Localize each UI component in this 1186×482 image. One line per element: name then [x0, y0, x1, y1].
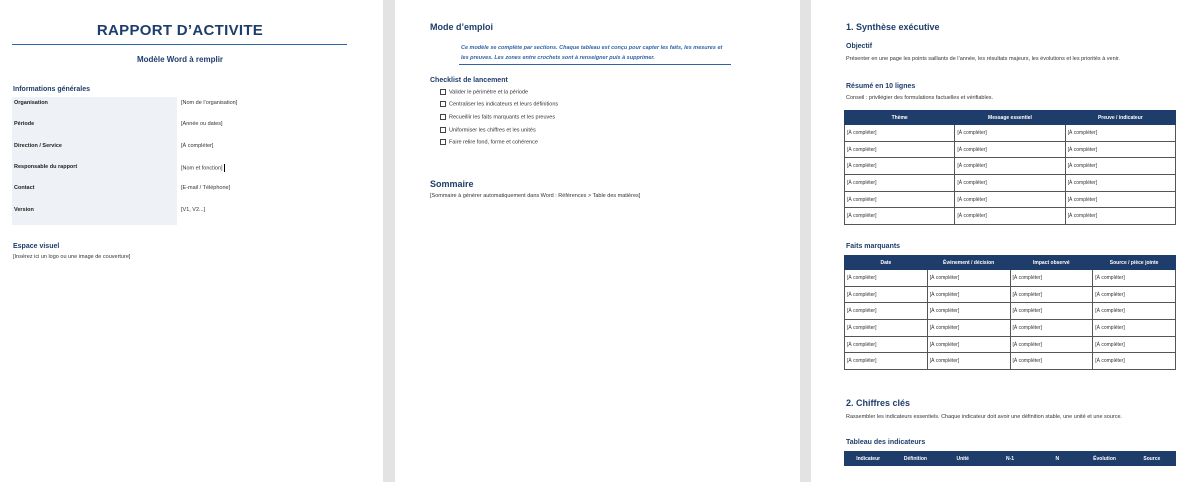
table-row	[845, 208, 1176, 225]
section2-heading: 2. Chiffres clés	[846, 398, 911, 408]
section2-text: Rassembler les indicateurs essentiels. Chaque indicateur doit avoir une définition stable, une unité et une source.	[846, 414, 1123, 420]
info-label-responsable: Responsable du rapport	[14, 164, 78, 170]
visual-placeholder[interactable]: [Insérez ici un logo ou une image de couverture]	[13, 254, 131, 260]
checklist-item[interactable]	[440, 89, 528, 95]
table-row	[845, 125, 1176, 142]
checklist-item-label: Recueillir les faits marquants et les preuves	[449, 114, 556, 121]
section1-heading: 1. Synthèse exécutive	[846, 22, 940, 32]
table-cell[interactable]: [À compléter]	[845, 125, 955, 142]
table-cell[interactable]: [À compléter]	[1093, 286, 1176, 303]
note-underline	[459, 64, 731, 65]
table-row	[845, 303, 1176, 320]
faits-table	[844, 255, 1176, 370]
table-cell[interactable]: [À compléter]	[1065, 158, 1175, 175]
table-cell[interactable]: [À compléter]	[845, 270, 928, 287]
checklist-item[interactable]	[440, 114, 555, 120]
table-cell[interactable]: [À compléter]	[1065, 175, 1175, 192]
document-page-1	[0, 0, 383, 482]
table-cell[interactable]: [À compléter]	[1065, 191, 1175, 208]
column-header: Preuve / indicateur	[1065, 111, 1175, 125]
info-value-periode[interactable]: [Année ou dates]	[181, 121, 223, 127]
column-header: Thème	[845, 111, 955, 125]
table-cell[interactable]: [À compléter]	[1065, 125, 1175, 142]
info-value-direction[interactable]: [À compléter]	[181, 143, 214, 149]
table-row	[845, 158, 1176, 175]
checklist-item-label: Uniformiser les chiffres et les unités	[449, 127, 536, 134]
faits-heading: Faits marquants	[846, 243, 901, 250]
column-header: Message essentiel	[955, 111, 1065, 125]
table-cell[interactable]: [À compléter]	[1093, 270, 1176, 287]
checklist-item[interactable]	[440, 139, 538, 145]
info-value-version[interactable]: [V1, V2...]	[181, 207, 206, 213]
document-subtitle: Modèle Word à remplir	[136, 55, 224, 64]
visual-heading: Espace visuel	[13, 243, 60, 250]
info-value-organisation[interactable]: [Nom de l’organisation]	[181, 100, 238, 106]
info-label-contact: Contact	[14, 185, 35, 191]
table-cell[interactable]: [À compléter]	[845, 286, 928, 303]
document-title: RAPPORT D’ACTIVITE	[96, 22, 264, 39]
checklist-heading: Checklist de lancement	[430, 77, 508, 84]
table-cell[interactable]: [À compléter]	[927, 320, 1010, 337]
table-row	[845, 320, 1176, 337]
table-cell[interactable]: [À compléter]	[927, 336, 1010, 353]
column-header: N	[1034, 452, 1081, 466]
indicateurs-heading: Tableau des indicateurs	[846, 439, 926, 446]
checkbox-icon[interactable]	[440, 127, 446, 133]
info-value-contact[interactable]: [E-mail / Téléphone]	[181, 185, 231, 191]
column-header: Indicateur	[845, 452, 892, 466]
table-cell[interactable]: [À compléter]	[845, 158, 955, 175]
checklist-item[interactable]	[440, 127, 536, 133]
title-underline	[12, 44, 347, 45]
table-cell[interactable]: [À compléter]	[955, 141, 1065, 158]
checklist-item-label: Valider le périmètre et la période	[449, 89, 529, 96]
sommaire-placeholder[interactable]: [Sommaire à générer automatiquement dans Word : Références > Table des matières]	[430, 193, 641, 199]
table-cell[interactable]: [À compléter]	[955, 191, 1065, 208]
table-cell[interactable]: [À compléter]	[1010, 303, 1093, 320]
sommaire-heading: Sommaire	[430, 179, 474, 189]
table-cell[interactable]: [À compléter]	[845, 353, 928, 370]
info-label-version: Version	[14, 207, 34, 213]
mode-note: Ce modèle se complète par sections. Chaque tableau est conçu pour capter les faits, les mesures et les preuves. Les zones entre crochets sont à renseigner puis à supprimer.	[461, 45, 723, 61]
resume-table	[844, 110, 1176, 225]
table-cell[interactable]: [À compléter]	[1010, 336, 1093, 353]
table-header-row	[845, 452, 1176, 466]
info-value-responsable[interactable]: [Nom et fonction]	[181, 165, 223, 172]
info-value-responsable-wrap[interactable]	[181, 164, 225, 172]
table-cell[interactable]: [À compléter]	[1010, 270, 1093, 287]
info-label-direction: Direction / Service	[14, 143, 62, 149]
resume-heading: Résumé en 10 lignes	[846, 83, 916, 90]
column-header: Source	[1128, 452, 1175, 466]
info-label-organisation: Organisation	[14, 100, 48, 106]
column-header: Évolution	[1081, 452, 1128, 466]
text-cursor	[224, 164, 225, 172]
table-header-row	[845, 256, 1176, 270]
objectif-text: Présenter en une page les points saillants de l’année, les résultats majeurs, les évolutions et les priorités à venir.	[846, 56, 1120, 62]
column-header: Impact observé	[1010, 256, 1093, 270]
checklist-item-label: Centraliser les indicateurs et leurs définitions	[449, 101, 559, 108]
table-cell[interactable]: [À compléter]	[1093, 353, 1176, 370]
checkbox-icon[interactable]	[440, 139, 446, 145]
table-row	[845, 191, 1176, 208]
table-cell[interactable]: [À compléter]	[1093, 336, 1176, 353]
table-cell[interactable]: [À compléter]	[927, 270, 1010, 287]
table-cell[interactable]: [À compléter]	[845, 303, 928, 320]
table-cell[interactable]: [À compléter]	[1093, 303, 1176, 320]
document-page-2	[395, 0, 800, 482]
indicateurs-table	[844, 451, 1176, 466]
table-cell[interactable]: [À compléter]	[1010, 320, 1093, 337]
table-header-row	[845, 111, 1176, 125]
mode-heading: Mode d’emploi	[430, 22, 493, 32]
info-heading: Informations générales	[13, 86, 91, 93]
checklist-item[interactable]	[440, 101, 558, 107]
table-row	[845, 336, 1176, 353]
table-cell[interactable]: [À compléter]	[1065, 141, 1175, 158]
column-header: Définition	[892, 452, 939, 466]
table-cell[interactable]: [À compléter]	[955, 158, 1065, 175]
document-page-3	[811, 0, 1186, 482]
table-cell[interactable]: [À compléter]	[927, 303, 1010, 320]
table-row	[845, 175, 1176, 192]
table-cell[interactable]: [À compléter]	[845, 141, 955, 158]
column-header: Événement / décision	[927, 256, 1010, 270]
table-cell[interactable]: [À compléter]	[845, 208, 955, 225]
checkbox-icon[interactable]	[440, 89, 446, 95]
table-cell[interactable]: [À compléter]	[955, 208, 1065, 225]
table-cell[interactable]: [À compléter]	[1010, 353, 1093, 370]
table-cell[interactable]: [À compléter]	[845, 336, 928, 353]
table-cell[interactable]: [À compléter]	[845, 320, 928, 337]
objectif-heading: Objectif	[846, 43, 873, 50]
checkbox-icon[interactable]	[440, 101, 446, 107]
column-header: Source / pièce jointe	[1093, 256, 1176, 270]
table-cell[interactable]: [À compléter]	[845, 191, 955, 208]
column-header: Date	[845, 256, 928, 270]
info-labels-shading	[12, 97, 177, 225]
table-row	[845, 270, 1176, 287]
table-cell[interactable]: [À compléter]	[1065, 208, 1175, 225]
table-cell[interactable]: [À compléter]	[927, 353, 1010, 370]
column-header: N-1	[986, 452, 1033, 466]
resume-tip: Conseil : privilégier des formulations factuelles et vérifiables.	[846, 95, 994, 101]
table-cell[interactable]: [À compléter]	[955, 175, 1065, 192]
checklist-item-label: Faire relire fond, forme et cohérence	[449, 139, 538, 146]
table-cell[interactable]: [À compléter]	[1010, 286, 1093, 303]
table-row	[845, 141, 1176, 158]
column-header: Unité	[939, 452, 986, 466]
table-cell[interactable]: [À compléter]	[845, 175, 955, 192]
table-cell[interactable]: [À compléter]	[1093, 320, 1176, 337]
info-label-periode: Période	[14, 121, 35, 127]
table-cell[interactable]: [À compléter]	[955, 125, 1065, 142]
checkbox-icon[interactable]	[440, 114, 446, 120]
table-row	[845, 353, 1176, 370]
table-cell[interactable]: [À compléter]	[927, 286, 1010, 303]
table-row	[845, 286, 1176, 303]
